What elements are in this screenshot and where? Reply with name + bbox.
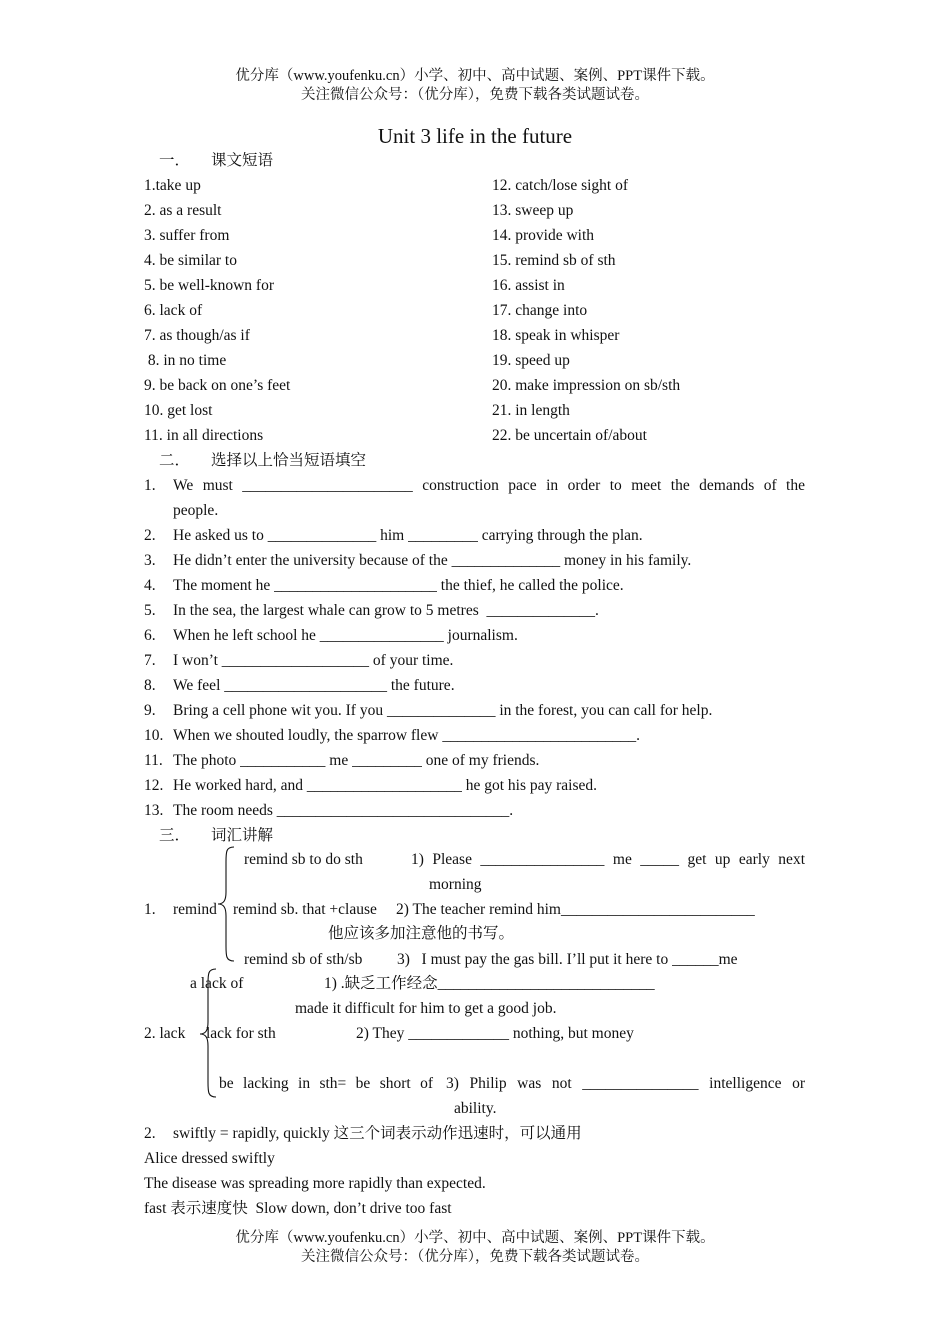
vocab-word-lack: 2. lack <box>144 1025 186 1042</box>
question-number: 3. <box>144 552 156 569</box>
question-text: When he left school he ________________ journalism. <box>173 627 518 644</box>
header-line-2: 关注微信公众号：（优分库），免费下载各类试题试卷。 <box>301 87 649 103</box>
phrase-item: 20. make impression on sb/sth <box>492 377 681 394</box>
phrase-item: 3. suffer from <box>144 227 230 244</box>
phrase-item: 18. speak in whisper <box>492 327 620 344</box>
question-number: 9. <box>144 702 156 719</box>
usage-pattern: be lacking in sth= be short of <box>219 1075 433 1092</box>
section-2-heading: 选择以上恰当短语填空 <box>211 452 367 469</box>
question-number: 10. <box>144 727 164 744</box>
phrase-item: 5. be well-known for <box>144 277 274 294</box>
phrase-item: 15. remind sb of sth <box>492 252 616 269</box>
example-sentence: Alice dressed swiftly <box>144 1150 275 1167</box>
usage-example: 1) Please ________________ me _____ get up early next <box>411 851 805 868</box>
phrase-item: 19. speed up <box>492 352 570 369</box>
vocab-number: 1. <box>144 901 156 918</box>
usage-pattern: remind sb to do sth <box>244 851 363 868</box>
usage-example-continued: ability. <box>454 1100 497 1117</box>
question-text: We feel _____________________ the future. <box>173 677 455 694</box>
vocab-number: 2. <box>144 1125 156 1142</box>
usage-example: 3) I must pay the gas bill. I’ll put it here to ______me <box>397 951 738 968</box>
question-text: He didn’t enter the university because of the ______________ money in his family. <box>173 552 692 569</box>
question-number: 13. <box>144 802 164 819</box>
usage-example-continued: made it difficult for him to get a good job. <box>295 1000 557 1017</box>
usage-example: 1) .缺乏工作经念____________________________ <box>324 975 655 992</box>
phrase-item: 7. as though/as if <box>144 327 250 344</box>
vocab-word-remind: remind <box>173 901 217 918</box>
usage-pattern: remind sb of sth/sb <box>244 951 363 968</box>
question-text: Bring a cell phone wit you. If you ______________ in the forest, you can call for help. <box>173 702 713 719</box>
phrase-item: 13. sweep up <box>492 202 574 219</box>
question-text: He worked hard, and ____________________ he got his pay raised. <box>173 777 598 794</box>
phrase-item: 10. get lost <box>144 402 213 419</box>
header-line-1: 优分库（www.youfenku.cn）小学、初中、高中试题、案例、PPT课件下载。 <box>235 68 715 84</box>
question-number: 7. <box>144 652 156 669</box>
question-text: I won’t ___________________ of your time. <box>173 652 454 669</box>
usage-example-continued: morning <box>429 876 482 893</box>
usage-example: 3) Philip was not _______________ intelligence or <box>446 1075 805 1092</box>
question-text-continued: people. <box>173 502 219 519</box>
phrase-item: 2. as a result <box>144 202 222 219</box>
usage-pattern: a lack of <box>190 975 244 992</box>
question-number: 4. <box>144 577 156 594</box>
phrase-item: 9. be back on one’s feet <box>144 377 291 394</box>
footer-line-1: 优分库（www.youfenku.cn）小学、初中、高中试题、案例、PPT课件下载。 <box>235 1230 715 1246</box>
question-number: 5. <box>144 602 156 619</box>
question-number: 11. <box>144 752 163 769</box>
phrase-item: 17. change into <box>492 302 588 319</box>
footer-line-2: 关注微信公众号：（优分库），免费下载各类试题试卷。 <box>301 1249 649 1265</box>
phrase-item: 14. provide with <box>492 227 595 244</box>
usage-pattern: lack for sth <box>206 1025 276 1042</box>
section-2-number: 二． <box>159 452 191 469</box>
section-3-heading: 词汇讲解 <box>211 827 274 844</box>
section-3-number: 三． <box>159 827 191 844</box>
example-sentence: The disease was spreading more rapidly than expected. <box>144 1175 486 1192</box>
phrase-item: 12. catch/lose sight of <box>492 177 629 194</box>
phrase-item: 22. be uncertain of/about <box>492 427 647 444</box>
question-number: 12. <box>144 777 164 794</box>
question-number: 8. <box>144 677 156 694</box>
usage-example-continued: 他应该多加注意他的书写。 <box>328 925 515 942</box>
section-1-heading: 课文短语 <box>211 152 274 169</box>
example-sentence: fast 表示速度快 Slow down, don’t drive too fast <box>144 1200 452 1217</box>
usage-example: 2) The teacher remind him_________________________ <box>396 901 755 918</box>
question-number: 2. <box>144 527 156 544</box>
phrase-item: 11. in all directions <box>144 427 264 444</box>
usage-example: 2) They _____________ nothing, but money <box>356 1025 634 1042</box>
vocab-definition: swiftly = rapidly, quickly 这三个词表示动作迅速时，可以通用 <box>173 1125 582 1142</box>
section-1-number: 一． <box>159 152 191 169</box>
phrase-item: 1.take up <box>144 177 201 194</box>
phrase-item: 16. assist in <box>492 277 565 294</box>
question-number: 1. <box>144 477 156 494</box>
page-title: Unit 3 life in the future <box>377 124 573 148</box>
phrase-item: 4. be similar to <box>144 252 237 269</box>
question-text: The room needs ______________________________. <box>173 802 514 819</box>
usage-pattern: remind sb. that +clause <box>233 901 377 918</box>
question-number: 6. <box>144 627 156 644</box>
phrase-item: 6. lack of <box>144 302 203 319</box>
question-text: He asked us to ______________ him _________ carrying through the plan. <box>173 527 643 544</box>
question-text: The photo ___________ me _________ one of my friends. <box>173 752 540 769</box>
phrase-item: 21. in length <box>492 402 570 419</box>
phrase-item: 8. in no time <box>144 352 227 369</box>
question-text: The moment he _____________________ the thief, he called the police. <box>173 577 624 594</box>
question-text: We must ______________________ construction pace in order to meet the demands of the <box>173 477 805 494</box>
question-text: When we shouted loudly, the sparrow flew _________________________. <box>173 727 640 744</box>
question-text: In the sea, the largest whale can grow to 5 metres ______________. <box>173 602 599 619</box>
